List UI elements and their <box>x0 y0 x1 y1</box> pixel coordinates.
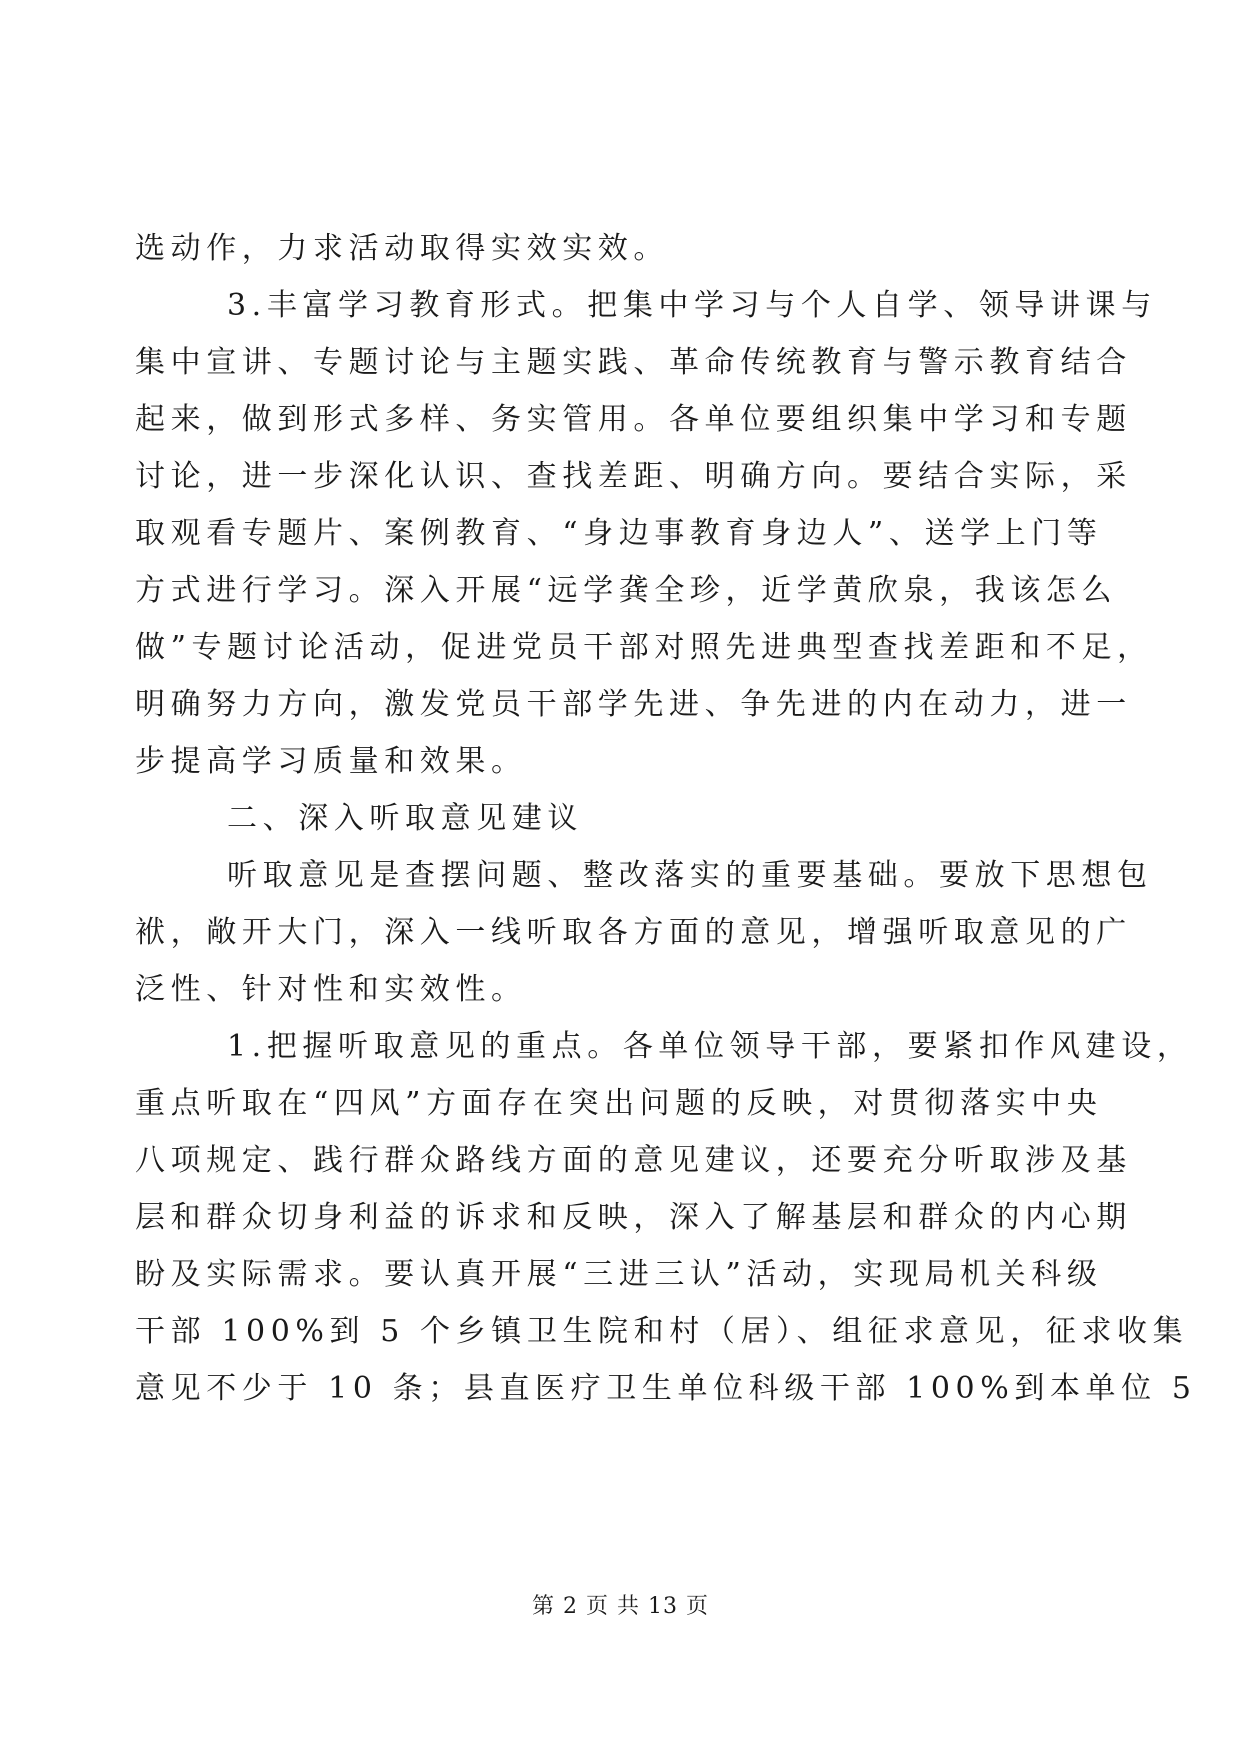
document-body <box>135 220 1197 1417</box>
paragraph-line: 1.把握听取意见的重点。各单位领导干部，要紧扣作风建设， <box>227 1029 1193 1064</box>
paragraph-line: 层和群众切身利益的诉求和反映，深入了解基层和群众的内心期 <box>135 1200 1132 1235</box>
paragraph-line: 取观看专题片、案例教育、“身边事教育身边人”、送学上门等 <box>135 516 1103 551</box>
paragraph-line: 盼及实际需求。要认真开展“三进三认”活动，实现局机关科级 <box>135 1257 1103 1292</box>
paragraph-line: 明确努力方向，激发党员干部学先进、争先进的内在动力，进一 <box>135 687 1132 722</box>
paragraph-line: 讨论，进一步深化认识、查找差距、明确方向。要结合实际，采 <box>135 459 1132 494</box>
page-footer: 第 2 页 共 13 页 <box>532 1594 709 1619</box>
paragraph-line: 方式进行学习。深入开展“远学龚全珍，近学黄欣泉，我该怎么 <box>135 573 1118 608</box>
paragraph-line: 干部 100%到 5 个乡镇卫生院和村（居）、组征求意见，征求收集 <box>135 1314 1189 1349</box>
paragraph-line: 意见不少于 10 条；县直医疗卫生单位科级干部 100%到本单位 5 <box>135 1371 1197 1406</box>
section-heading: 二、深入听取意见建议 <box>227 801 583 836</box>
paragraph-line: 袱，敞开大门，深入一线听取各方面的意见，增强听取意见的广 <box>135 915 1132 950</box>
paragraph-line: 重点听取在“四风”方面存在突出问题的反映，对贯彻落实中央 <box>135 1086 1103 1121</box>
paragraph-line: 集中宣讲、专题讨论与主题实践、革命传统教育与警示教育结合 <box>135 345 1132 380</box>
paragraph-line: 3.丰富学习教育形式。把集中学习与个人自学、领导讲课与 <box>227 288 1157 323</box>
paragraph-line: 听取意见是查摆问题、整改落实的重要基础。要放下思想包 <box>227 858 1153 893</box>
paragraph-line: 泛性、针对性和实效性。 <box>135 972 527 1007</box>
paragraph-line: 起来，做到形式多样、务实管用。各单位要组织集中学习和专题 <box>135 402 1132 437</box>
paragraph-line: 做”专题讨论活动，促进党员干部对照先进典型查找差距和不足， <box>135 630 1153 665</box>
paragraph-line: 八项规定、践行群众路线方面的意见建议，还要充分听取涉及基 <box>135 1143 1132 1178</box>
paragraph-line: 步提高学习质量和效果。 <box>135 744 527 779</box>
paragraph-line: 选动作，力求活动取得实效实效。 <box>135 231 669 266</box>
